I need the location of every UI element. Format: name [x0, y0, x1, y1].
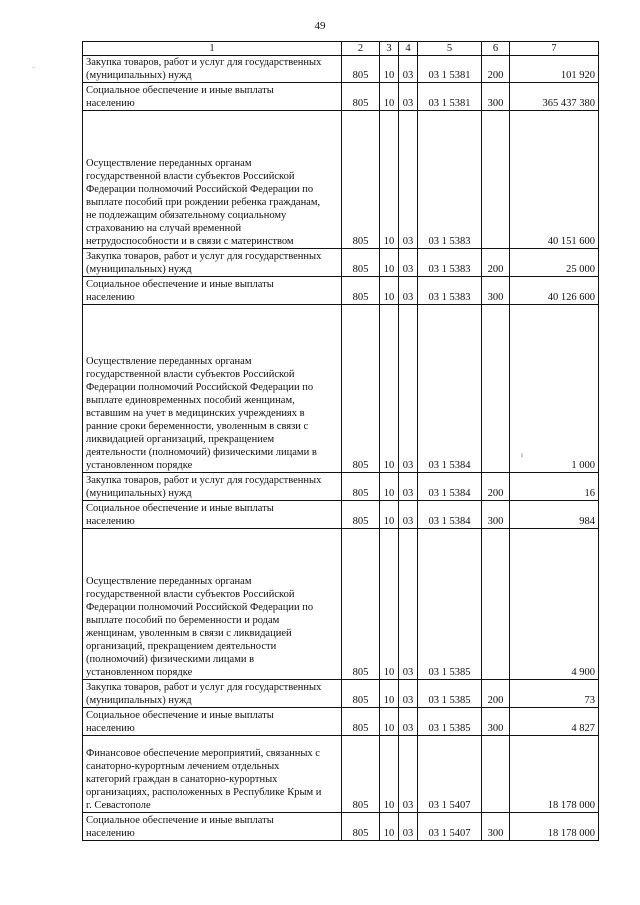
row-col-2-text: 805 — [352, 667, 369, 678]
table-body — [83, 56, 599, 841]
table-row — [83, 680, 599, 708]
row-description-text: Финансовое обеспечение мероприятий, связанных с санаторно-курортным лечением отдельных категорий граждан в санаторно-курортных организациях, расположенных в Республике Крым и г. Севастополе — [86, 748, 322, 811]
row-amount — [510, 680, 599, 708]
row-col-2 — [342, 249, 380, 277]
row-col-6-text: 300 — [487, 516, 504, 527]
table-row — [83, 473, 599, 501]
row-description-text: Закупка товаров, работ и услуг для государственных (муниципальных) нужд — [86, 57, 322, 81]
row-col-5-text: 03 1 5384 — [428, 516, 471, 527]
row-col-2-text: 805 — [352, 292, 369, 303]
row-col-6-text: 300 — [487, 828, 504, 839]
row-col-5-text: 03 1 5383 — [428, 292, 471, 303]
row-amount-text: 40 126 600 — [547, 292, 595, 303]
row-col-5-text: 03 1 5384 — [428, 488, 471, 499]
row-col-4 — [399, 708, 418, 736]
row-col-2-text: 805 — [352, 828, 369, 839]
row-description — [83, 305, 342, 473]
row-amount — [510, 736, 599, 813]
row-amount — [510, 111, 599, 249]
row-description-text: Социальное обеспечение и иные выплаты населению — [86, 85, 274, 109]
table-row — [83, 249, 599, 277]
stray-mark-middle: ı — [521, 451, 523, 459]
row-amount — [510, 83, 599, 111]
row-col-5-text: 03 1 5384 — [428, 460, 471, 471]
row-col-3 — [380, 501, 399, 529]
table-row — [83, 501, 599, 529]
row-amount — [510, 473, 599, 501]
row-col-5 — [418, 529, 482, 680]
table-row — [83, 708, 599, 736]
row-description — [83, 277, 342, 305]
row-description — [83, 736, 342, 813]
row-col-4 — [399, 83, 418, 111]
row-col-4-text: 03 — [402, 516, 414, 527]
row-amount-text: 101 920 — [560, 70, 595, 81]
row-col-5 — [418, 249, 482, 277]
row-description-text: Социальное обеспечение и иные выплаты населению — [86, 503, 274, 527]
row-amount-text: 4 827 — [571, 723, 595, 734]
header-col-1: 1 — [83, 42, 342, 56]
row-col-6-text: 200 — [487, 70, 504, 81]
row-col-3 — [380, 813, 399, 841]
row-col-5-text: 03 1 5381 — [428, 70, 471, 81]
row-col-5 — [418, 680, 482, 708]
row-col-6 — [482, 249, 510, 277]
row-col-6-text: 300 — [487, 723, 504, 734]
row-col-3-text: 10 — [383, 516, 395, 527]
row-col-3-text: 10 — [383, 800, 395, 811]
row-col-4 — [399, 56, 418, 83]
row-col-3 — [380, 305, 399, 473]
table-row — [83, 277, 599, 305]
row-col-2 — [342, 305, 380, 473]
row-description-text: Закупка товаров, работ и услуг для государственных (муниципальных) нужд — [86, 682, 322, 706]
row-col-4-text: 03 — [402, 264, 414, 275]
row-amount — [510, 305, 599, 473]
row-col-4 — [399, 813, 418, 841]
header-row — [83, 42, 599, 56]
row-amount — [510, 529, 599, 680]
row-description — [83, 111, 342, 249]
row-col-3-text: 10 — [383, 667, 395, 678]
row-description — [83, 708, 342, 736]
row-col-2 — [342, 501, 380, 529]
table-row — [83, 111, 599, 249]
row-col-6 — [482, 813, 510, 841]
row-col-2-text: 805 — [352, 70, 369, 81]
row-amount-text: 365 437 380 — [542, 98, 595, 109]
row-col-3-text: 10 — [383, 98, 395, 109]
row-col-5 — [418, 277, 482, 305]
row-col-3 — [380, 83, 399, 111]
row-col-2-text: 805 — [352, 723, 369, 734]
row-col-4 — [399, 111, 418, 249]
row-amount — [510, 249, 599, 277]
row-col-6 — [482, 529, 510, 680]
row-col-2-text: 805 — [352, 800, 369, 811]
row-col-2-text: 805 — [352, 695, 369, 706]
row-col-6 — [482, 277, 510, 305]
row-col-5 — [418, 305, 482, 473]
row-amount-text: 18 178 000 — [547, 828, 595, 839]
row-col-2 — [342, 473, 380, 501]
header-col-7: 7 — [510, 42, 599, 56]
row-col-6-text: 200 — [487, 695, 504, 706]
row-col-5-text: 03 1 5383 — [428, 264, 471, 275]
row-description-text: Закупка товаров, работ и услуг для государственных (муниципальных) нужд — [86, 251, 322, 275]
row-col-2-text: 805 — [352, 488, 369, 499]
row-description-text: Социальное обеспечение и иные выплаты населению — [86, 710, 274, 734]
row-col-3 — [380, 473, 399, 501]
row-col-3-text: 10 — [383, 828, 395, 839]
row-description — [83, 680, 342, 708]
row-col-2 — [342, 111, 380, 249]
row-col-6-text: 300 — [487, 292, 504, 303]
row-col-6-text: 200 — [487, 488, 504, 499]
table-row — [83, 813, 599, 841]
row-col-2 — [342, 813, 380, 841]
table-row — [83, 83, 599, 111]
row-col-3 — [380, 56, 399, 83]
row-col-4 — [399, 736, 418, 813]
row-col-3-text: 10 — [383, 264, 395, 275]
row-col-3-text: 10 — [383, 695, 395, 706]
row-col-4-text: 03 — [402, 460, 414, 471]
row-col-4-text: 03 — [402, 667, 414, 678]
row-amount-text: 16 — [584, 488, 595, 499]
row-col-5-text: 03 1 5385 — [428, 695, 471, 706]
row-col-2 — [342, 83, 380, 111]
row-col-2-text: 805 — [352, 516, 369, 527]
row-amount-text: 25 000 — [566, 264, 595, 275]
row-col-5 — [418, 708, 482, 736]
row-col-3 — [380, 529, 399, 680]
header-col-3: 3 — [380, 42, 399, 56]
row-amount-text: 73 — [584, 695, 595, 706]
row-col-3-text: 10 — [383, 236, 395, 247]
row-col-5 — [418, 473, 482, 501]
row-amount — [510, 708, 599, 736]
row-col-5 — [418, 736, 482, 813]
row-col-4-text: 03 — [402, 488, 414, 499]
row-col-4 — [399, 680, 418, 708]
row-description-text: Социальное обеспечение и иные выплаты населению — [86, 815, 274, 839]
row-col-6 — [482, 473, 510, 501]
row-col-6 — [482, 111, 510, 249]
row-col-4 — [399, 473, 418, 501]
row-col-3-text: 10 — [383, 70, 395, 81]
row-col-2-text: 805 — [352, 236, 369, 247]
row-description — [83, 473, 342, 501]
table-row — [83, 529, 599, 680]
row-col-2 — [342, 529, 380, 680]
row-col-3 — [380, 680, 399, 708]
row-col-5-text: 03 1 5385 — [428, 667, 471, 678]
row-description-text: Осуществление переданных органам государственной власти субъектов Российской Федерации полномочий Российской Федерации по выплате единовременных пособий женщинам, вставшим на учет в медицинских учреждениях в ранние сроки беременности, уволенным в связи с ликвидацией организаций, прекращением деятельности (полномочий) физическими лицами в установленном порядке — [86, 356, 317, 471]
row-col-5-text: 03 1 5407 — [428, 828, 471, 839]
stray-mark-left: . — [33, 62, 35, 70]
row-col-3 — [380, 708, 399, 736]
row-amount — [510, 501, 599, 529]
row-col-4-text: 03 — [402, 695, 414, 706]
row-col-4-text: 03 — [402, 70, 414, 81]
header-col-5: 5 — [418, 42, 482, 56]
row-col-2 — [342, 708, 380, 736]
row-col-4 — [399, 501, 418, 529]
row-description — [83, 501, 342, 529]
row-col-6 — [482, 736, 510, 813]
row-amount — [510, 56, 599, 83]
row-description — [83, 813, 342, 841]
row-col-6 — [482, 708, 510, 736]
row-col-4-text: 03 — [402, 292, 414, 303]
row-col-5 — [418, 813, 482, 841]
row-col-4-text: 03 — [402, 723, 414, 734]
row-description-text: Социальное обеспечение и иные выплаты населению — [86, 279, 274, 303]
row-col-3 — [380, 249, 399, 277]
row-col-3-text: 10 — [383, 723, 395, 734]
row-col-4 — [399, 277, 418, 305]
header-col-4: 4 — [399, 42, 418, 56]
row-col-4-text: 03 — [402, 98, 414, 109]
row-col-4 — [399, 249, 418, 277]
row-description-text: Осуществление переданных органам государственной власти субъектов Российской Федерации полномочий Российской Федерации по выплате пособий при рождении ребенка гражданам, не подлежащим обязательному социальному страхованию на случай временной нетрудоспособности и в связи с материнством — [86, 158, 321, 247]
row-description — [83, 56, 342, 83]
row-col-6 — [482, 83, 510, 111]
row-col-2-text: 805 — [352, 264, 369, 275]
row-col-5-text: 03 1 5385 — [428, 723, 471, 734]
row-col-3 — [380, 277, 399, 305]
row-amount-text: 40 151 600 — [547, 236, 595, 247]
row-col-5 — [418, 83, 482, 111]
row-amount-text: 984 — [579, 516, 595, 527]
row-description — [83, 249, 342, 277]
row-col-6 — [482, 501, 510, 529]
row-col-6 — [482, 56, 510, 83]
table-header — [83, 42, 599, 56]
row-amount-text: 4 900 — [571, 667, 595, 678]
row-col-2 — [342, 56, 380, 83]
row-col-5-text: 03 1 5381 — [428, 98, 471, 109]
row-col-2-text: 805 — [352, 98, 369, 109]
row-amount — [510, 277, 599, 305]
row-col-4-text: 03 — [402, 828, 414, 839]
row-description — [83, 83, 342, 111]
row-col-4-text: 03 — [402, 800, 414, 811]
row-col-4-text: 03 — [402, 236, 414, 247]
page-number: 49 — [314, 20, 326, 32]
table-row — [83, 736, 599, 813]
row-col-6-text: 200 — [487, 264, 504, 275]
row-amount-text: 1 000 — [571, 460, 595, 471]
row-col-4 — [399, 305, 418, 473]
row-col-4 — [399, 529, 418, 680]
row-amount-text: 18 178 000 — [547, 800, 595, 811]
row-col-6-text: 300 — [487, 98, 504, 109]
budget-table — [82, 41, 599, 841]
row-col-5-text: 03 1 5407 — [428, 800, 471, 811]
header-col-2: 2 — [342, 42, 380, 56]
row-col-5-text: 03 1 5383 — [428, 236, 471, 247]
row-col-5 — [418, 501, 482, 529]
row-description-text: Закупка товаров, работ и услуг для государственных (муниципальных) нужд — [86, 475, 322, 499]
header-col-6: 6 — [482, 42, 510, 56]
table-row — [83, 305, 599, 473]
row-col-2 — [342, 680, 380, 708]
row-col-2 — [342, 736, 380, 813]
row-col-3-text: 10 — [383, 488, 395, 499]
row-description-text: Осуществление переданных органам государственной власти субъектов Российской Федерации полномочий Российской Федерации по выплате пособий по беременности и родам женщинам, уволенным в связи с ликвидацией организаций, прекращением деятельности (полномочий) физическими лицами в установленном порядке — [86, 576, 314, 678]
row-col-6 — [482, 680, 510, 708]
row-amount — [510, 813, 599, 841]
row-col-5 — [418, 56, 482, 83]
row-col-2-text: 805 — [352, 460, 369, 471]
row-col-3 — [380, 736, 399, 813]
row-col-6 — [482, 305, 510, 473]
row-col-3 — [380, 111, 399, 249]
row-description — [83, 529, 342, 680]
row-col-5 — [418, 111, 482, 249]
table-row — [83, 56, 599, 83]
row-col-3-text: 10 — [383, 292, 395, 303]
row-col-2 — [342, 277, 380, 305]
row-col-3-text: 10 — [383, 460, 395, 471]
